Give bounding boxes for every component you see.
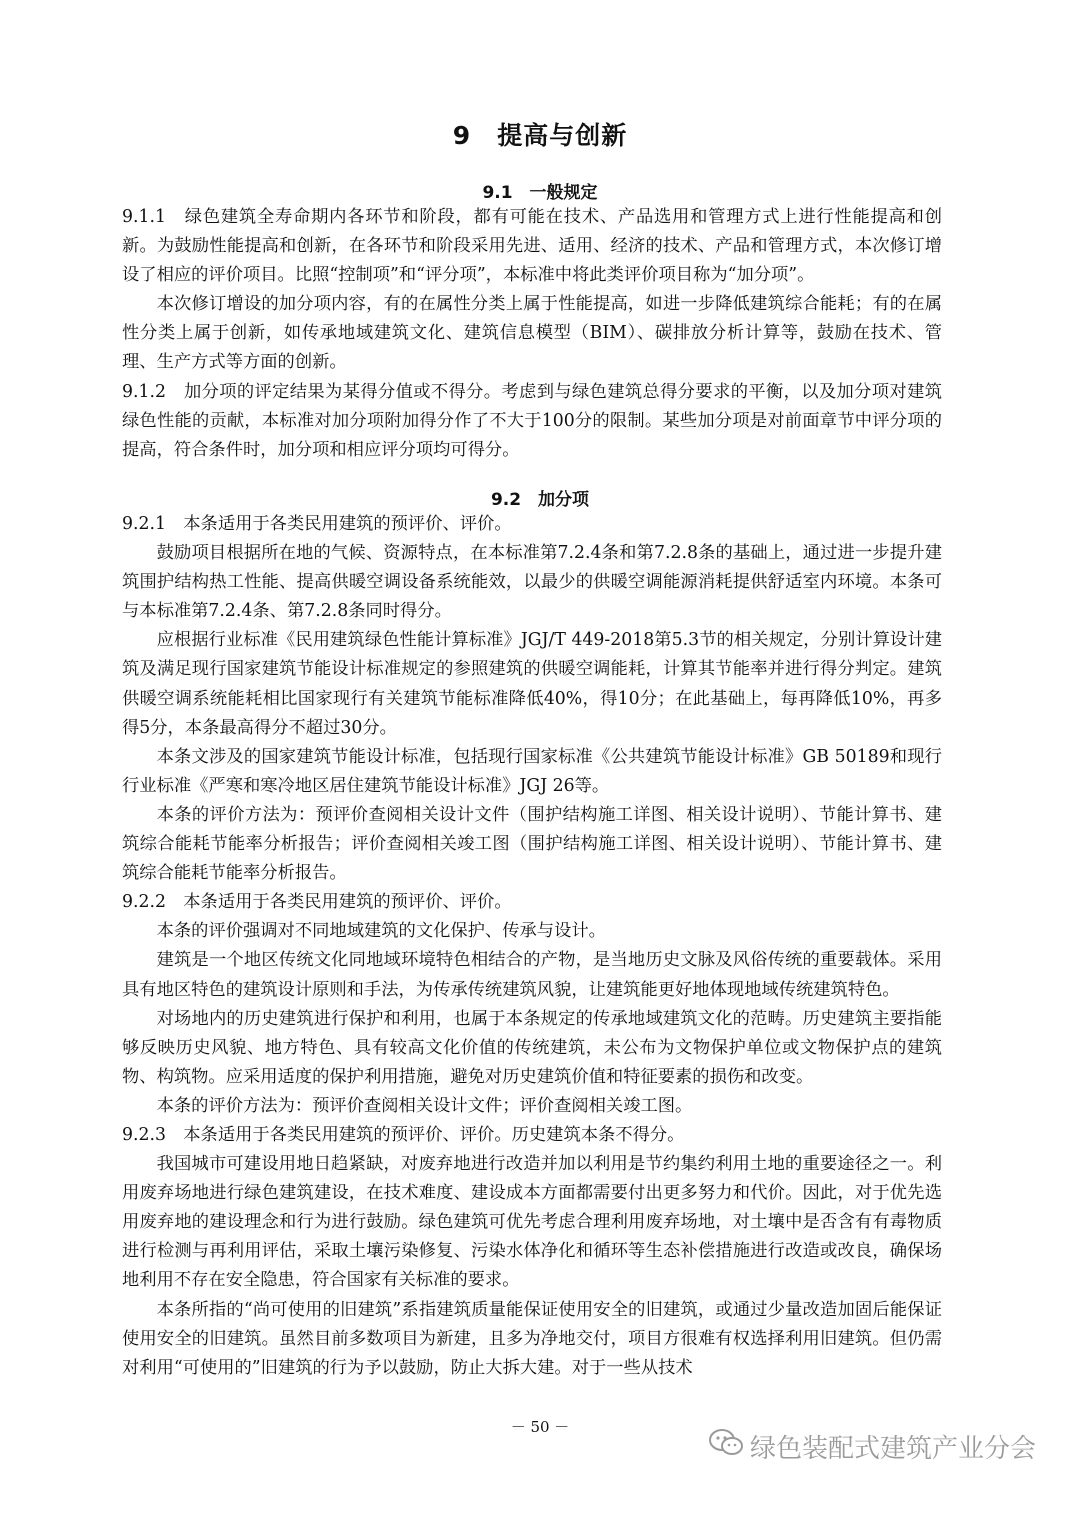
paragraph: 9.2.2 本条适用于各类民用建筑的预评价、评价。 <box>122 892 512 913</box>
wechat-icon <box>708 1428 750 1465</box>
paragraph: 对场地内的历史建筑进行保护和利用，也属于本条规定的传承地域建筑文化的范畴。历史建筑主要指能够反映历史风貌、地方特色、具有较高文化价值的传统建筑，未公布为文物保护单位或文物保护点的建筑物、构筑物。应采用适度的保护利用措施，避免对历史建筑价值和特征要素的损伤和改变。 <box>122 1008 942 1087</box>
paragraph: 9.1.2 加分项的评定结果为某得分值或不得分。考虑到与绿色建筑总得分要求的平衡，以及加分项对建筑绿色性能的贡献，本标准对加分项附加得分作了不大于100分的限制。某些加分项是对前面章节中评分项的提高，符合条件时，加分项和相应评分项均可得分。 <box>122 381 942 460</box>
paragraph: 本条文涉及的国家建筑节能设计标准，包括现行国家标准《公共建筑节能设计标准》GB 50189和现行行业标准《严寒和寒冷地区居住建筑节能设计标准》JGJ 26等。 <box>122 746 942 796</box>
paragraph: 9.1.1 绿色建筑全寿命期内各环节和阶段，都有可能在技术、产品选用和管理方式上进行性能提高和创新。为鼓励性能提高和创新，在各环节和阶段采用先进、适用、经济的技术、产品和管理方式，本次修订增设了相应的评价项目。比照“控制项”和“评分项”，本标准中将此类评价项目称为“加分项”。 <box>122 207 942 286</box>
section-9-2-body <box>122 510 942 1383</box>
paragraph: 建筑是一个地区传统文化同地域环境特色相结合的产物，是当地历史文脉及风俗传统的重要载体。采用具有地区特色的建筑设计原则和手法，为传承传统建筑风貌，让建筑能更好地体现地域传统建筑特色。 <box>122 950 942 1000</box>
paragraph: 9.2.1 本条适用于各类民用建筑的预评价、评价。 <box>122 514 512 534</box>
watermark <box>708 1425 1036 1467</box>
watermark-text: 绿色装配式建筑产业分会 <box>750 1433 1037 1464</box>
paragraph: 鼓励项目根据所在地的气候、资源特点，在本标准第7.2.4条和第7.2.8条的基础上，通过进一步提升建筑围护结构热工性能、提高供暖空调设备系统能效，以最少的供暖空调能源消耗提供舒适室内环境。本条可与本标准第7.2.4条、第7.2.8条同时得分。 <box>122 543 942 622</box>
paragraph: 本条的评价强调对不同地域建筑的文化保护、传承与设计。 <box>156 921 606 942</box>
paragraph: 本条的评价方法为：预评价查阅相关设计文件（围护结构施工详图、相关设计说明）、节能计算书、建筑综合能耗节能率分析报告；评价查阅相关竣工图（围护结构施工详图、相关设计说明）、节能计算书、建筑综合能耗节能率分析报告。 <box>122 804 942 884</box>
chapter-title: 9 提高与创新 <box>452 121 628 150</box>
paragraph: 9.2.3 本条适用于各类民用建筑的预评价、评价。历史建筑本条不得分。 <box>122 1124 685 1145</box>
paragraph: 我国城市可建设用地日趋紧缺，对废弃地进行改造并加以利用是节约集约利用土地的重要途径之一。利用废弃场地进行绿色建筑建设，在技术难度、建设成本方面都需要付出更多努力和代价。因此，对于优先选用废弃地的建设理念和行为进行鼓励。绿色建筑可优先考虑合理利用废弃场地，对土壤中是否含有有毒物质进行检测与再利用评估，采取土壤污染修复、污染水体净化和循环等生态补偿措施进行改造或改良，确保场地利用不存在安全隐患，符合国家有关标准的要求。 <box>122 1154 942 1291</box>
page-number: － 50 － <box>510 1418 570 1436</box>
section-title-9-1: 9.1 一般规定 <box>482 183 598 203</box>
section-title-9-2: 9.2 加分项 <box>490 490 590 510</box>
paragraph: 本条的评价方法为：预评价查阅相关设计文件；评价查阅相关竣工图。 <box>156 1095 693 1116</box>
section-9-1-body <box>122 203 942 465</box>
paragraph: 应根据行业标准《民用建筑绿色性能计算标准》JGJ/T 449-2018第5.3节的相关规定，分别计算设计建筑及满足现行国家建筑节能设计标准规定的参照建筑的供暖空调能耗，计算其节能率并进行得分判定。建筑供暖空调系统能耗相比国家现行有关建筑节能标准降低40%，得10分；在此基础上，每再降低10%，再多得5分，本条最高得分不超过30分。 <box>122 630 942 738</box>
paragraph: 本条所指的“尚可使用的旧建筑”系指建筑质量能保证使用安全的旧建筑，或通过少量改造加固后能保证使用安全的旧建筑。虽然目前多数项目为新建，且多为净地交付，项目方很难有权选择利用旧建筑。但仍需对利用“可使用的”旧建筑的行为予以鼓励，防止大拆大建。对于一些从技术 <box>122 1299 942 1378</box>
paragraph: 本次修订增设的加分项内容，有的在属性分类上属于性能提高，如进一步降低建筑综合能耗；有的在属性分类上属于创新，如传承地域建筑文化、建筑信息模型（BIM）、碳排放分析计算等，鼓励在技术、管理、生产方式等方面的创新。 <box>122 294 942 373</box>
